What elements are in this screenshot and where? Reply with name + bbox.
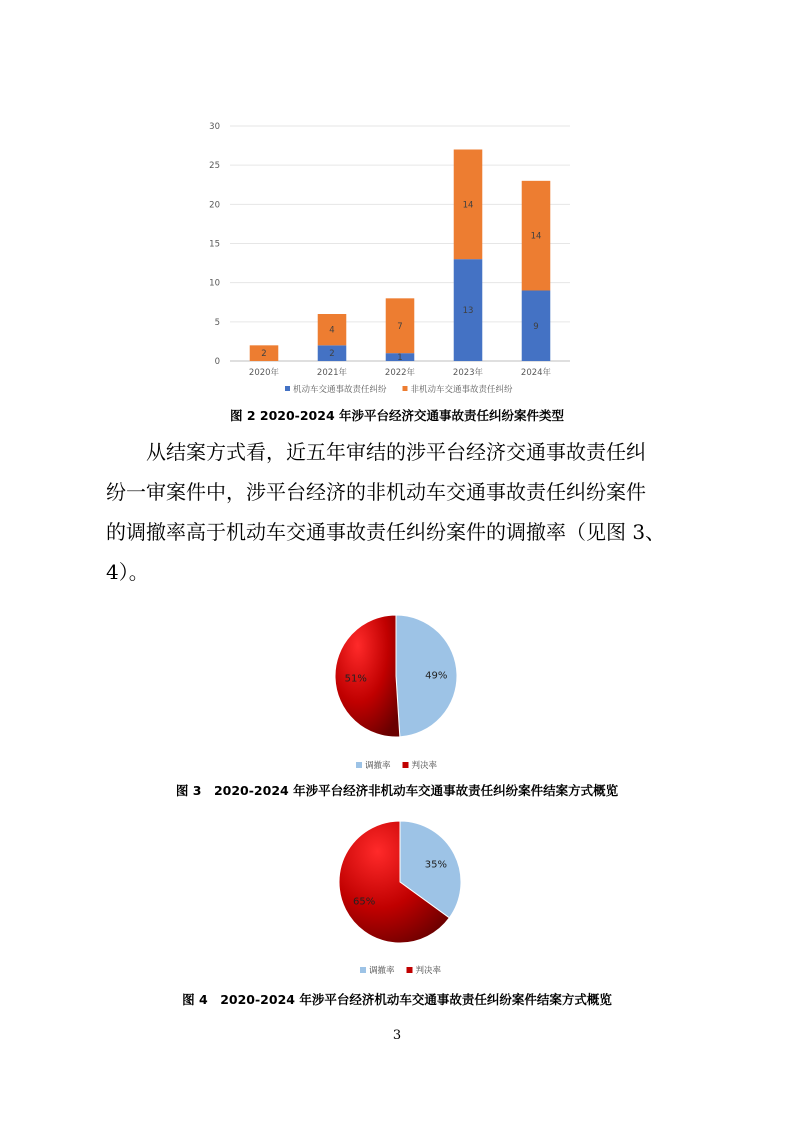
figure-4-chart	[236, 806, 558, 980]
y-tick-label: 30	[209, 122, 220, 132]
pie-chart	[236, 592, 558, 776]
y-tick-label: 0	[214, 357, 220, 367]
x-tick-label: 2021年	[316, 368, 348, 378]
slice-label: 35%	[424, 859, 447, 871]
y-tick-label: 20	[209, 200, 220, 211]
legend-swatch	[285, 386, 290, 391]
slice-label: 49%	[425, 670, 448, 682]
legend-label: 机动车交通事故责任纠纷	[293, 385, 387, 395]
legend-swatch	[403, 386, 408, 391]
figure-3-chart	[236, 592, 558, 776]
legend-label: 调撤率	[365, 761, 391, 771]
paragraph-line: 4）。	[106, 560, 149, 584]
pie-chart	[236, 806, 558, 980]
slice-label: 65%	[353, 896, 376, 908]
legend-swatch	[403, 762, 409, 768]
data-label: 14	[530, 231, 542, 242]
legend-swatch	[407, 967, 413, 973]
paragraph-line: 的调撤率高于机动车交通事故责任纠纷案件的调撤率（见图 3、	[106, 520, 666, 544]
page-number: 3	[392, 1028, 402, 1043]
figure-2-caption: 图 2 2020-2024 年涉平台经济交通事故责任纠纷案件类型	[229, 408, 565, 423]
legend-swatch	[356, 762, 362, 768]
paragraph-line: 纷一审案件中，涉平台经济的非机动车交通事故责任纠纷案件	[106, 480, 646, 504]
figure-3-caption: 图 3 2020-2024 年涉平台经济非机动车交通事故责任纠纷案件结案方式概览	[175, 783, 619, 798]
legend-label: 判决率	[411, 761, 438, 771]
stacked-bar-chart	[190, 112, 610, 402]
x-tick-label: 2024年	[520, 368, 552, 378]
data-label: 13	[462, 306, 474, 317]
y-tick-label: 25	[209, 161, 220, 172]
data-label: 2	[261, 349, 267, 360]
data-label: 14	[462, 200, 474, 211]
legend-label: 调撤率	[369, 966, 395, 976]
y-tick-label: 10	[209, 278, 220, 289]
x-tick-label: 2023年	[452, 368, 484, 378]
slice-label: 51%	[344, 673, 367, 685]
legend-swatch	[360, 967, 366, 973]
body-paragraph	[106, 432, 690, 592]
data-label: 9	[533, 321, 539, 332]
figure-2-chart	[190, 112, 610, 402]
y-tick-label: 15	[209, 239, 220, 250]
data-label: 2	[329, 349, 335, 360]
y-tick-label: 5	[214, 317, 220, 328]
paragraph-line: 从结案方式看，近五年审结的涉平台经济交通事故责任纠	[146, 440, 646, 464]
figure-4-caption: 图 4 2020-2024 年涉平台经济机动车交通事故责任纠纷案件结案方式概览	[182, 992, 612, 1007]
x-tick-label: 2020年	[248, 368, 280, 378]
legend-label: 非机动车交通事故责任纠纷	[410, 385, 513, 395]
data-label: 4	[329, 325, 335, 336]
data-label: 1	[397, 353, 403, 364]
x-tick-label: 2022年	[384, 368, 416, 378]
data-label: 7	[397, 321, 403, 332]
legend-label: 判决率	[415, 966, 442, 976]
